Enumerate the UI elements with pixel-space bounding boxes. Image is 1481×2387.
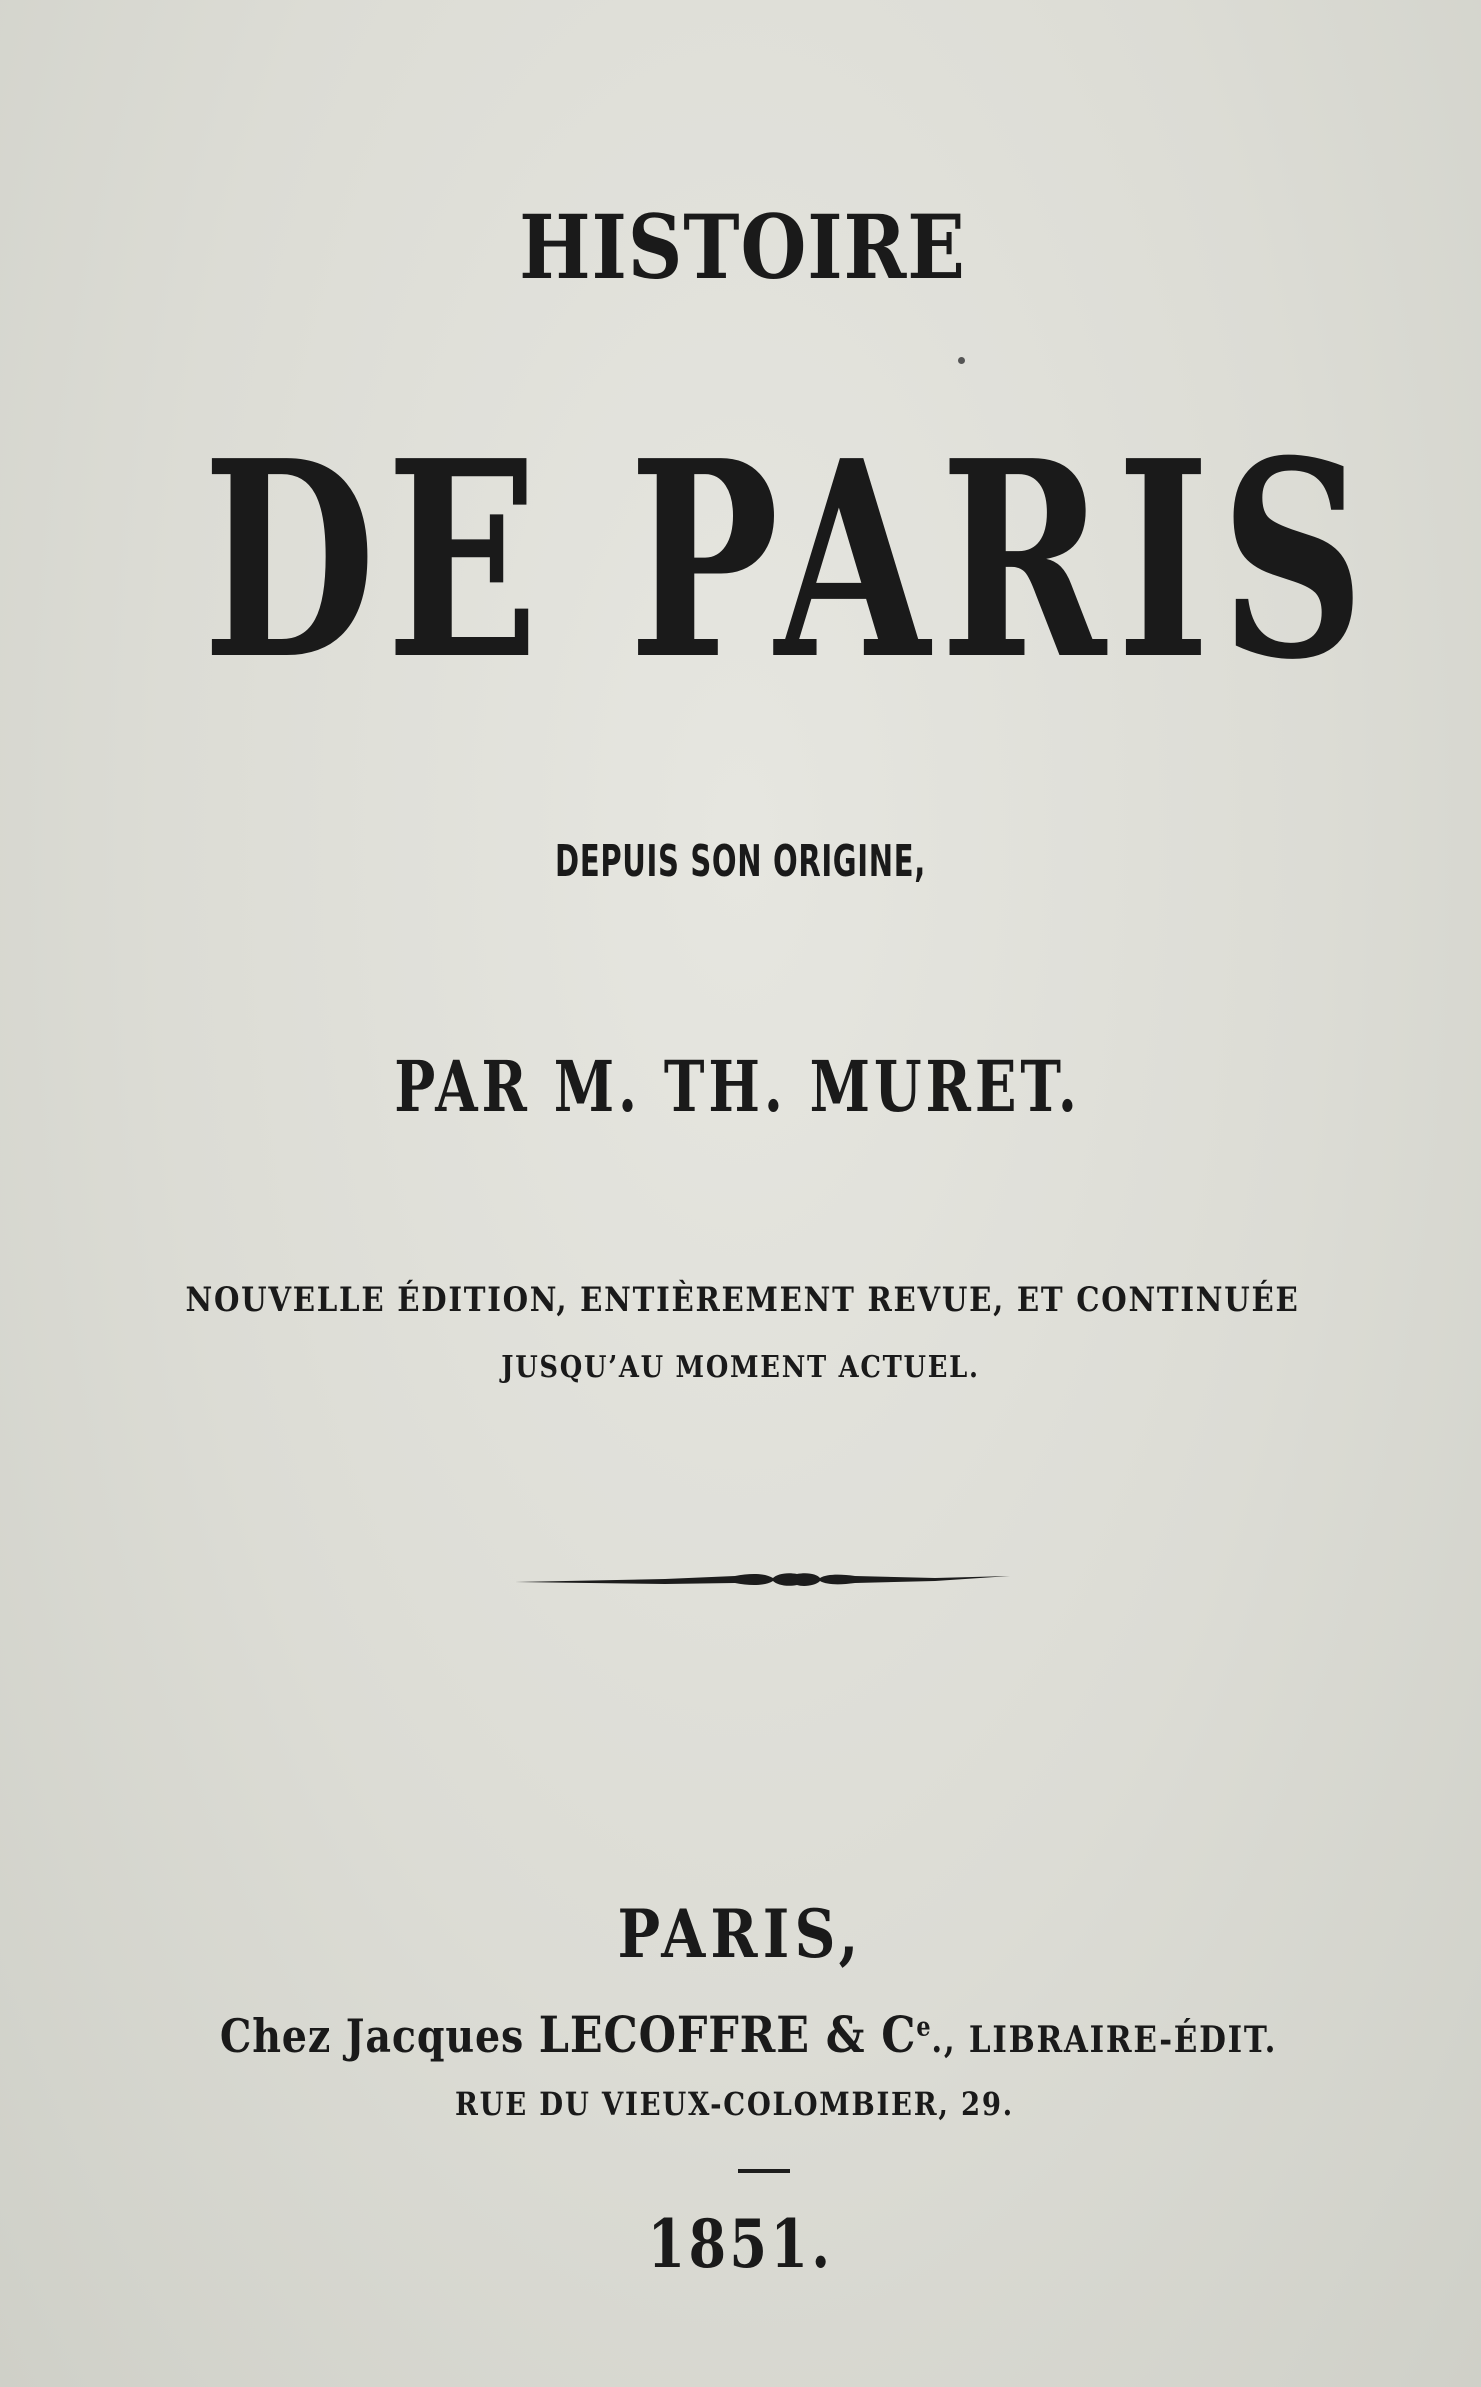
ornamental-rule: [515, 1560, 1015, 1600]
publisher-address: RUE DU VIEUX-COLOMBIER, 29.: [455, 2085, 1014, 2123]
edition-line-2: JUSQU’AU MOMENT ACTUEL.: [501, 1350, 980, 1385]
publisher-name: LECOFFRE & C: [538, 2005, 917, 2064]
title-line-histoire: HISTOIRE: [519, 195, 966, 299]
ink-speck: [958, 357, 965, 364]
title-line-de-paris: DE PARIS: [202, 401, 1376, 719]
year-rule: [738, 2169, 790, 2173]
publisher-co-suffix: e: [916, 2012, 932, 2043]
publisher-title: ., LIBRAIRE-ÉDIT.: [931, 2019, 1278, 2061]
publisher-prefix: Chez Jacques: [219, 2009, 525, 2063]
edition-line-1: NOUVELLE ÉDITION, ENTIÈREMENT REVUE, ET CONTINUÉE: [185, 1280, 1300, 1320]
subtitle: DEPUIS SON ORIGINE,: [555, 836, 926, 887]
author-line: PAR M. TH. MURET.: [394, 1045, 1081, 1128]
publication-year: 1851.: [647, 2205, 834, 2283]
imprint-city: PARIS,: [617, 1895, 864, 1973]
publisher-line: [112, 2005, 1386, 2064]
